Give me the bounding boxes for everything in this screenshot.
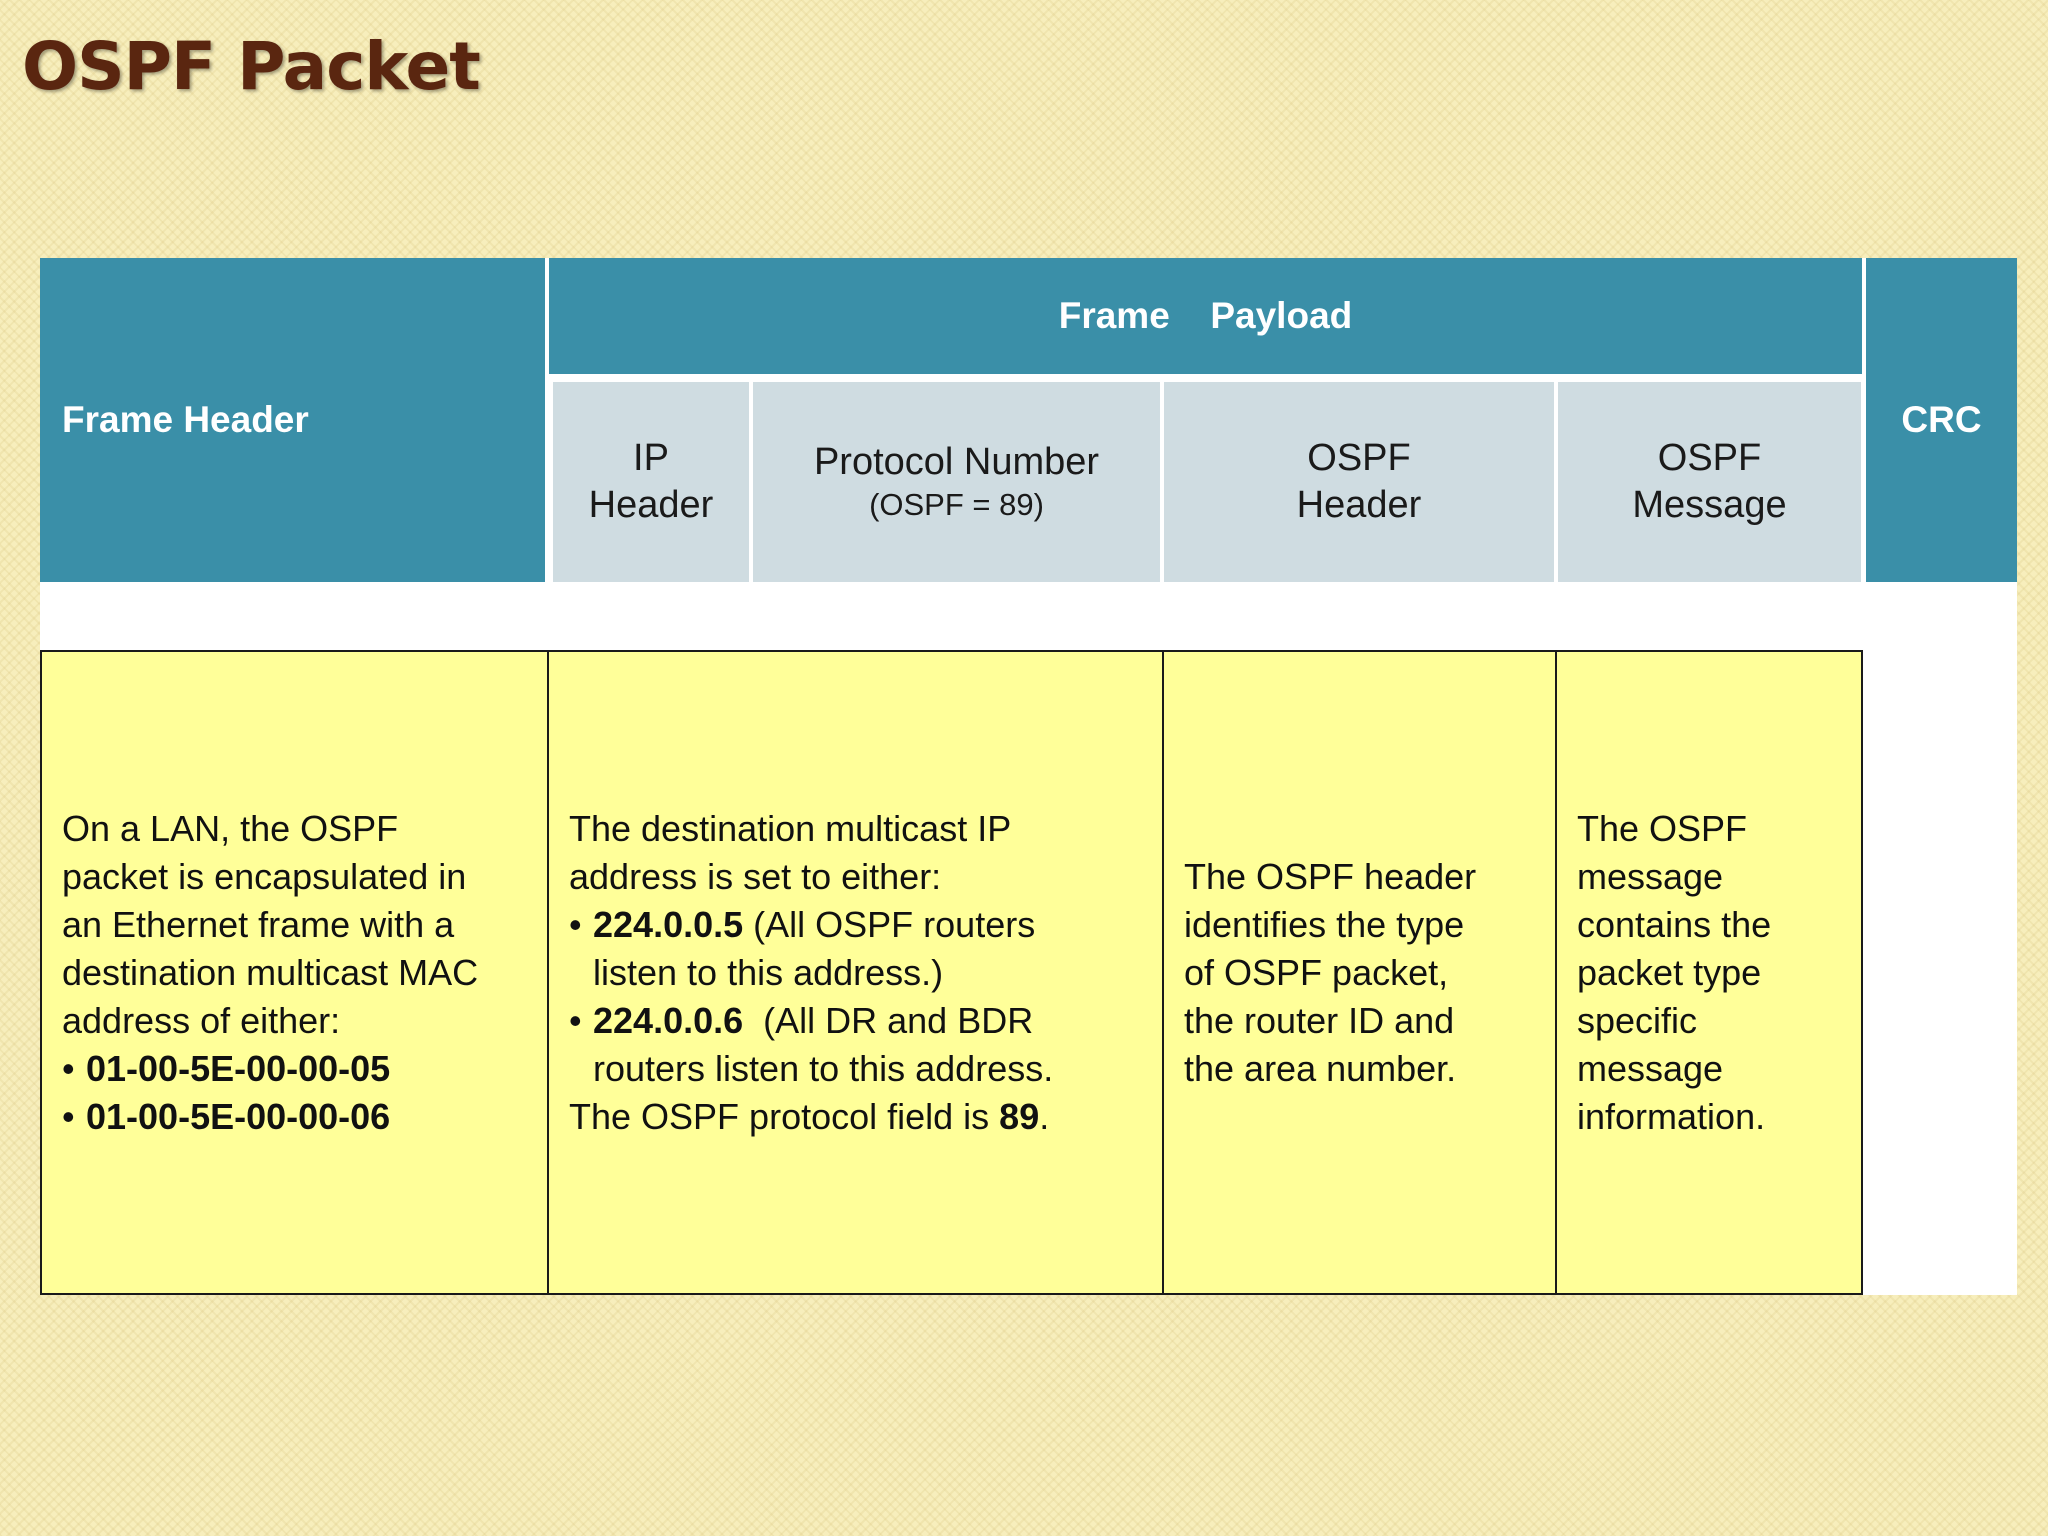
description-line: the router ID and (1184, 999, 1455, 1041)
mac-address: 01-00-5E-00-00-05 (86, 1047, 391, 1089)
frame-payload-label: Frame Payload (1058, 295, 1353, 336)
description-line: The OSPF header (1184, 855, 1477, 897)
description-line: address of either: (62, 999, 341, 1041)
multicast-address-item (569, 901, 1146, 997)
description-line: contains the (1577, 903, 1772, 945)
address-note: (All OSPF routers (743, 903, 1036, 945)
crc-label: CRC (1901, 399, 1982, 440)
mac-address: 01-00-5E-00-00-06 (86, 1095, 391, 1137)
description-line: the area number. (1184, 1047, 1457, 1089)
frame-payload-cell (549, 258, 1862, 374)
description-line: specific (1577, 999, 1698, 1041)
ospf-message-line1: OSPF (1657, 436, 1762, 479)
description-line: The destination multicast IP (569, 807, 1012, 849)
protocol-number-line1: Protocol Number (813, 440, 1100, 483)
description-line: message (1577, 855, 1724, 897)
description-line: an Ethernet frame with a (62, 903, 455, 945)
ospf-message-field (1558, 382, 1861, 582)
protocol-field-prefix: The OSPF protocol field is (569, 1095, 1000, 1137)
page-title: OSPF Packet (22, 28, 480, 105)
description-line: The OSPF (1577, 807, 1748, 849)
description-row (40, 650, 1863, 1295)
multicast-address-item (569, 997, 1146, 1093)
protocol-number-line2: (OSPF = 89) (869, 487, 1044, 523)
multicast-address: 224.0.0.6 (593, 999, 744, 1041)
ip-header-line2: Header (588, 484, 714, 526)
description-line: message (1577, 1047, 1724, 1089)
address-note: (All DR and BDR (743, 999, 1034, 1041)
description-line: destination multicast MAC (62, 951, 479, 993)
mac-address-item (62, 1045, 529, 1093)
address-note: listen to this address.) (593, 951, 944, 993)
ip-header-line1: IP (633, 436, 669, 479)
bullet: • (62, 1095, 75, 1137)
description-line: of OSPF packet, (1184, 951, 1449, 993)
bullet: • (569, 999, 582, 1041)
frame-header-description (42, 652, 549, 1293)
ospf-header-line1: OSPF (1307, 436, 1411, 479)
protocol-number-field (753, 382, 1160, 582)
ospf-message-line2: Message (1632, 484, 1787, 526)
frame-header-cell (40, 258, 545, 582)
description-line: information. (1577, 1095, 1766, 1137)
protocol-field-line (569, 1093, 1146, 1141)
description-line: address is set to either: (569, 855, 942, 897)
mac-address-item (62, 1093, 529, 1141)
multicast-address: 224.0.0.5 (593, 903, 744, 945)
ospf-header-line2: Header (1296, 484, 1422, 526)
description-line: identifies the type (1184, 903, 1465, 945)
description-line: packet is encapsulated in (62, 855, 467, 897)
address-note: routers listen to this address. (593, 1047, 1054, 1089)
ip-protocol-description (549, 652, 1164, 1293)
protocol-field-value: 89 (999, 1095, 1040, 1137)
bullet: • (569, 903, 582, 945)
ospf-header-field (1164, 382, 1554, 582)
ospf-message-description (1557, 652, 1861, 1293)
ip-header-field (553, 382, 749, 582)
bullet: • (62, 1047, 75, 1089)
crc-cell (1866, 258, 2017, 582)
description-line: On a LAN, the OSPF (62, 807, 399, 849)
description-line: packet type (1577, 951, 1762, 993)
ospf-header-description (1164, 652, 1557, 1293)
frame-header-label: Frame Header (62, 399, 309, 440)
protocol-field-suffix: . (1039, 1095, 1050, 1137)
